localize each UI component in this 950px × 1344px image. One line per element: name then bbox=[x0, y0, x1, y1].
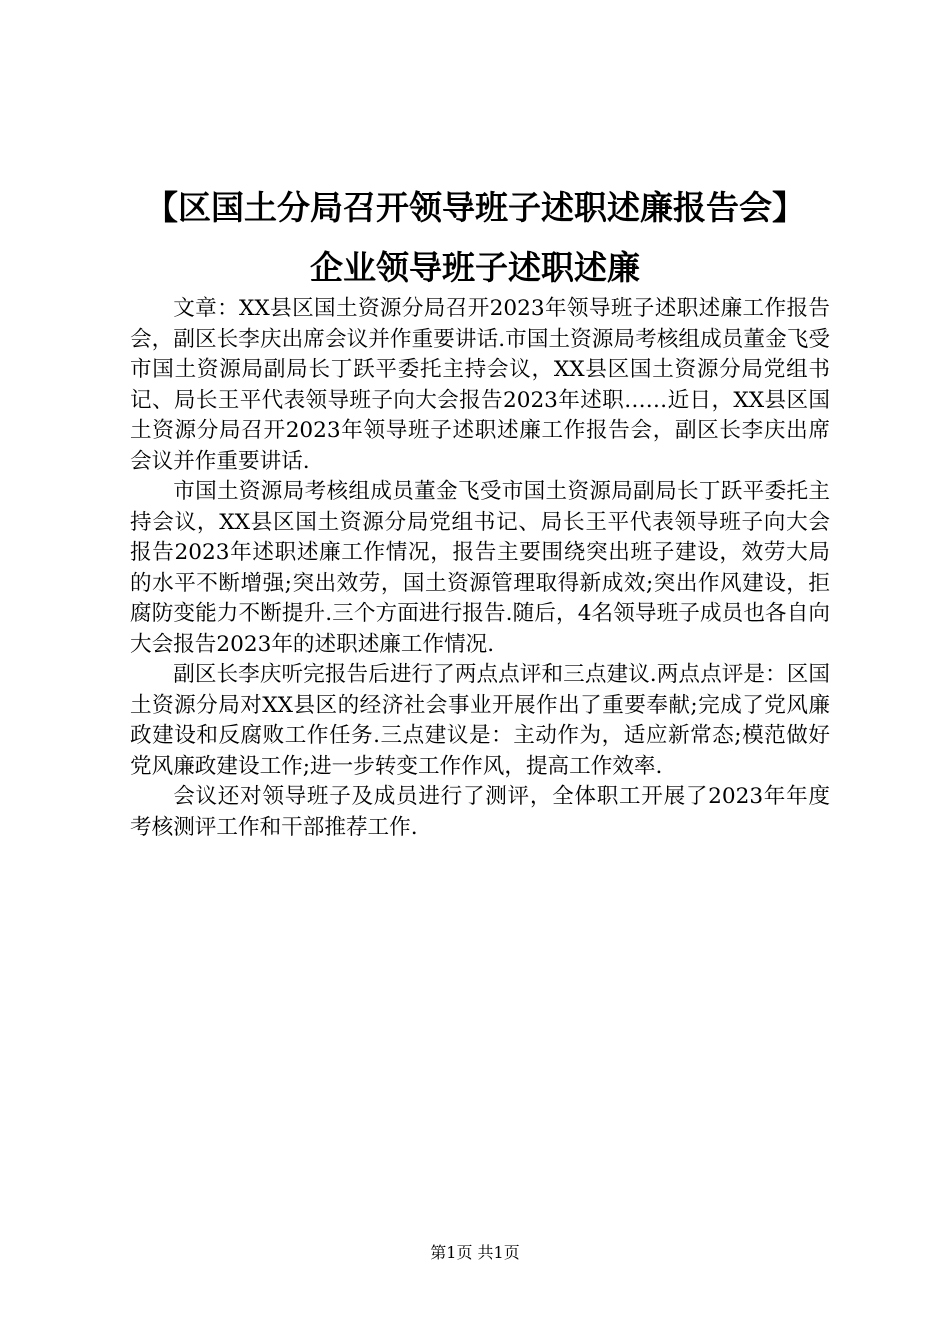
paragraph-1: 文章：XX县区国土资源分局召开2023年领导班子述职述廉工作报告会，副区长李庆出席会议并作重要讲话.市国土资源局考核组成员董金飞受市国土资源局副局长丁跃平委托主持会议，XX县区国土资源分局党组书记、局长王平代表领导班子向大会报告2023年述职……近日，XX县区国土资源分局召开2023年领导班子述职述廉工作报告会，副区长李庆出席会议并作重要讲话. bbox=[130, 296, 830, 474]
document-title-line-2: 企业领导班子述职述廉 bbox=[310, 248, 640, 287]
document-title-line-1: 【区国土分局召开领导班子述职述廉报告会】 bbox=[145, 188, 805, 227]
document-body bbox=[130, 294, 830, 843]
paragraph-4: 会议还对领导班子及成员进行了测评，全体职工开展了2023年年度考核测评工作和干部推荐工作. bbox=[130, 784, 830, 840]
paragraph-3: 副区长李庆听完报告后进行了两点点评和三点建议.两点点评是：区国土资源分局对XX县区的经济社会事业开展作出了重要奉献;完成了党风廉政建设和反腐败工作任务.三点建议是：主动作为，适应新常态;模范做好党风廉政建设工作;进一步转变工作作风，提高工作效率. bbox=[130, 662, 830, 779]
paragraph-2: 市国土资源局考核组成员董金飞受市国土资源局副局长丁跃平委托主持会议，XX县区国土资源分局党组书记、局长王平代表领导班子向大会报告2023年述职述廉工作情况，报告主要围绕突出班子建设，效劳大局的水平不断增强;突出效劳，国土资源管理取得新成效;突出作风建设，拒腐防变能力不断提升.三个方面进行报告.随后，4名领导班子成员也各自向大会报告2023年的述职述廉工作情况. bbox=[130, 479, 830, 657]
page-footer: 第1页 共1页 bbox=[430, 1243, 520, 1262]
